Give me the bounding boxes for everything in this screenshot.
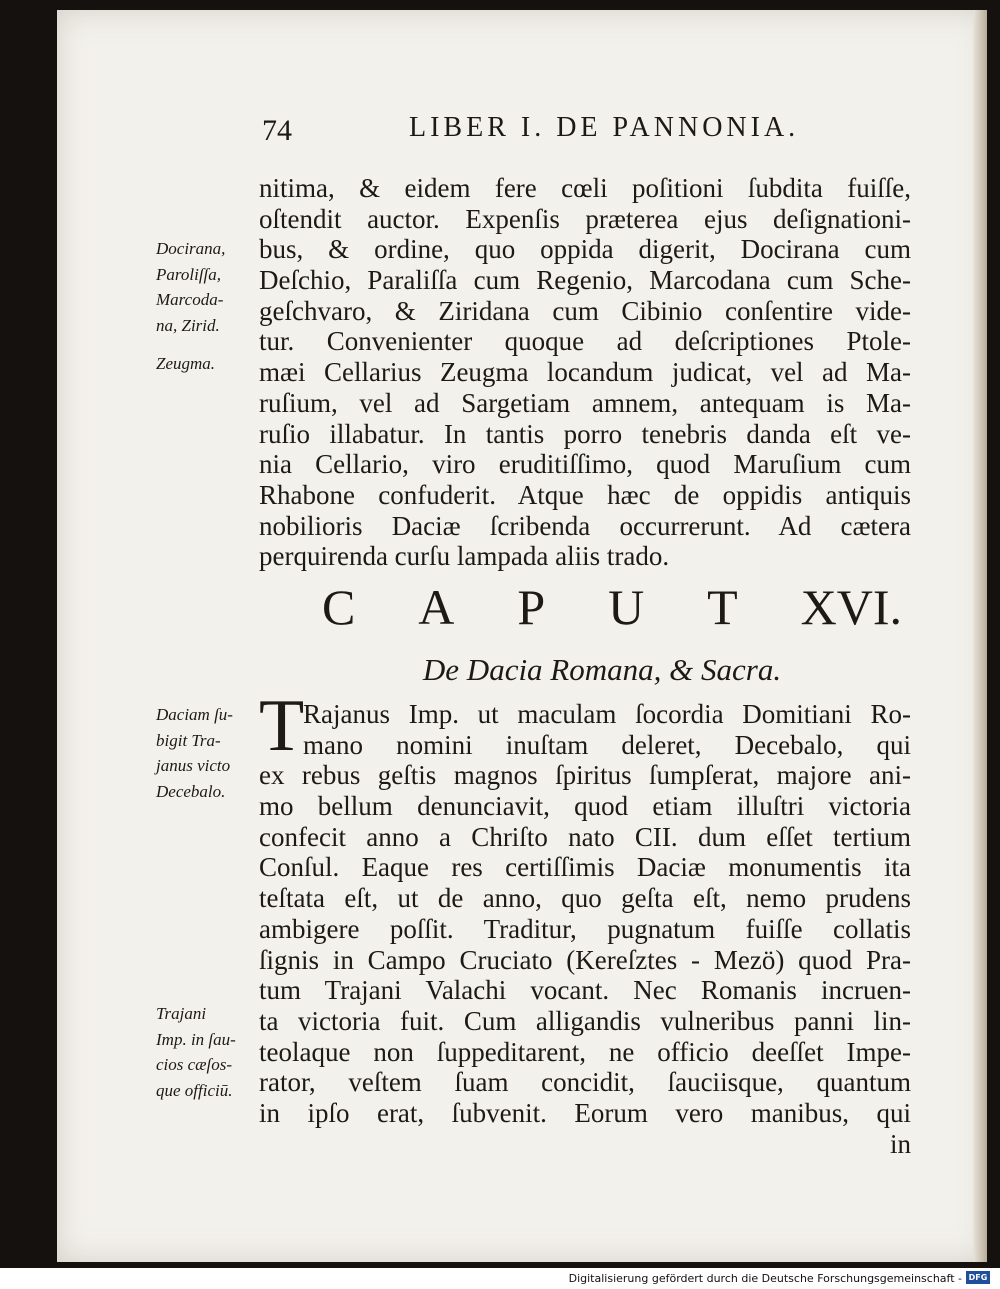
- text-line: ſignis in Campo Cruciato (Kereſztes - Mezö) quod Pra-: [259, 944, 911, 975]
- margin-note-line: bigit Tra-: [156, 730, 221, 750]
- margin-note-line: Marcoda-: [156, 290, 224, 310]
- text-line: tur. Convenienter quoque ad deſcriptiones Ptole-: [259, 326, 911, 357]
- text-line: confecit anno a Chriſto nato CII. dum eſſet tertium: [259, 821, 911, 852]
- text-line: Rhabone confuderit. Atque hæc de oppidis antiquis: [259, 479, 911, 510]
- page-edge: [973, 10, 987, 1262]
- chapter-subtitle: De Dacia Romana, & Sacra.: [422, 652, 782, 687]
- book-page: [57, 10, 987, 1262]
- margin-note-line: Imp. in ſau-: [156, 1029, 236, 1049]
- margin-note-line: Paroliſſa,: [156, 264, 222, 284]
- paragraph-continued: [259, 173, 911, 572]
- chapter-title-letter: A: [418, 579, 455, 635]
- text-line: Rajanus Imp. ut maculam ſocordia Domitiani Ro-: [303, 699, 911, 729]
- text-line: mano nomini inuſtam deleret, Decebalo, qui: [303, 729, 911, 760]
- margin-note-line: Decebalo.: [156, 781, 226, 801]
- text-line: nobilioris Daciæ ſcribenda occurrerunt. Ad cætera: [259, 510, 911, 541]
- running-head-title: LIBER I. DE PANNONIA.: [409, 112, 800, 143]
- chapter-title-letter: U: [608, 579, 645, 635]
- margin-note-places: [156, 236, 254, 338]
- drop-cap: T: [259, 685, 305, 767]
- text-line: ruſium, vel ad Sargetiam amnem, antequam is Ma-: [259, 387, 911, 418]
- text-line: teolaque non ſuppeditarent, ne officio deeſſet Impe-: [259, 1036, 911, 1067]
- margin-note-line: Trajani: [156, 1004, 207, 1023]
- chapter-paragraph: [259, 699, 911, 1159]
- digitization-credit: Digitalisierung gefördert durch die Deutsche Forschungsgemeinschaft -: [568, 1272, 962, 1285]
- catchword: in: [889, 1128, 911, 1159]
- text-line: in ipſo erat, ſubvenit. Eorum vero manibus, qui: [259, 1097, 911, 1128]
- chapter-title-letter: T: [707, 579, 738, 635]
- text-line: perquirenda curſu lampada aliis trado.: [259, 541, 670, 572]
- page-number: 74: [262, 114, 292, 147]
- running-head: [57, 110, 987, 150]
- chapter-number: XVI.: [800, 579, 902, 635]
- margin-note-line: Docirana,: [156, 239, 226, 258]
- text-line: mæi Cellarius Zeugma locandum judicat, vel ad Ma-: [259, 357, 911, 388]
- text-line: tum Trajani Valachi vocant. Nec Romanis incruen-: [259, 975, 911, 1006]
- text-line: geſchvaro, & Ziridana cum Cibinio conſentire vide-: [259, 295, 911, 326]
- text-line: nitima, & eidem fere cœli poſitioni ſubdita fuiſſe,: [259, 173, 911, 203]
- text-line: Conſul. Eaque res certiſſimis Daciæ monumentis ita: [259, 852, 911, 883]
- margin-note-line: que officiū.: [156, 1080, 233, 1100]
- margin-note-line: Zeugma.: [156, 354, 216, 373]
- margin-note-line: Daciam ſu-: [156, 705, 233, 724]
- chapter-title-letter: P: [517, 579, 546, 635]
- margin-note-line: cios cæſos-: [156, 1055, 233, 1075]
- text-line: ta victoria fuit. Cum alligandis vulneribus panni lin-: [259, 1005, 911, 1036]
- margin-note-line: janus victo: [156, 756, 231, 776]
- margin-note-trajan: [156, 1001, 254, 1103]
- text-line: rator, veſtem ſuam concidit, ſauciisque, quantum: [259, 1067, 911, 1098]
- margin-note-zeugma: [156, 351, 254, 377]
- text-line: Deſchio, Paraliſſa cum Regenio, Marcodana cum Sche-: [259, 265, 911, 296]
- chapter-title: [322, 578, 902, 636]
- chapter-title-letter: C: [322, 579, 356, 635]
- dfg-logo: DFG: [966, 1271, 990, 1284]
- text-line: nia Cellario, viro eruditiſſimo, quod Maruſium cum: [259, 449, 911, 480]
- text-line: bus, & ordine, quo oppida digerit, Docirana cum: [259, 234, 911, 265]
- text-line: oſtendit auctor. Expenſis præterea ejus deſignationi-: [259, 203, 911, 234]
- text-line: mo bellum denunciavit, quod etiam illuſtri victoria: [259, 791, 911, 822]
- margin-note-line: na, Zirid.: [156, 315, 220, 335]
- text-line: teſtata eſt, ut de anno, quo geſta eſt, nemo prudens: [259, 883, 911, 914]
- text-line: ex rebus geſtis magnos ſpiritus ſumpſerat, majore ani-: [259, 760, 911, 791]
- margin-note-dacia: [156, 702, 254, 804]
- text-line: ambigere poſſit. Traditur, pugnatum fuiſſe collatis: [259, 913, 911, 944]
- text-line: ruſio illabatur. In tantis porro tenebris danda eſt ve-: [259, 418, 911, 449]
